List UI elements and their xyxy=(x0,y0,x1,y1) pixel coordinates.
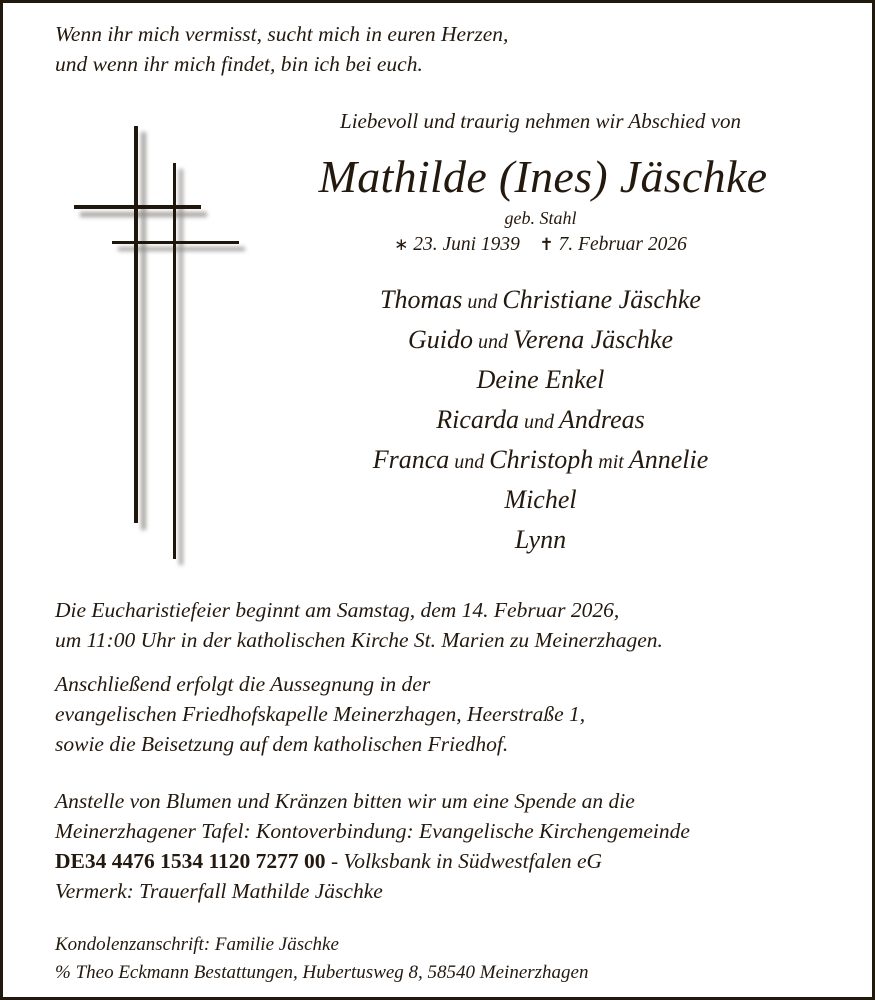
bank-separator: - xyxy=(325,849,344,873)
mourner-name: Verena Jäschke xyxy=(512,325,673,354)
mourner-conjunction: und xyxy=(472,331,513,353)
mourner-conjunction: mit xyxy=(593,451,629,473)
mourner-line xyxy=(303,440,778,480)
mourner-name: Guido xyxy=(407,325,473,354)
mourner-line xyxy=(303,320,778,360)
mass-line: um 11:00 Uhr in der katholischen Kirche St. Marien zu Meinerzhagen. xyxy=(55,628,663,652)
cross-1-horizontal xyxy=(74,205,201,209)
mourner-conjunction: und xyxy=(462,291,503,313)
mourner-name: Andreas xyxy=(559,405,645,434)
farewell-intro: Liebevoll und traurig nehmen wir Abschied von xyxy=(340,109,741,133)
cross-1-vertical xyxy=(134,126,138,523)
burial-line: Anschließend erfolgt die Aussegnung in der xyxy=(55,672,431,696)
death-cross-icon: ✝ xyxy=(539,235,554,255)
mourner-name: Christiane Jäschke xyxy=(502,285,701,314)
mourner-line xyxy=(303,400,778,440)
mourner-name: Christoph xyxy=(489,445,594,474)
iban: DE34 4476 1534 1120 7277 00 xyxy=(55,849,326,873)
opening-quote xyxy=(55,19,508,79)
mourner-conjunction: und xyxy=(519,411,560,433)
mourner-name: Ricarda xyxy=(436,405,520,434)
mourner-conjunction: und xyxy=(449,451,490,473)
death-date: 7. Februar 2026 xyxy=(558,234,687,255)
condolence-line: % Theo Eckmann Bestattungen, Hubertusweg 8, 58540 Meinerzhagen xyxy=(55,962,589,983)
mourner-name: Annelie xyxy=(628,445,709,474)
mourner-name: Thomas xyxy=(380,285,463,314)
cross-2-horizontal xyxy=(112,241,239,244)
life-dates xyxy=(303,232,778,258)
mourner-line xyxy=(303,480,778,520)
mass-details xyxy=(55,595,663,655)
donation-line: Anstelle von Blumen und Kränzen bitten wir um eine Spende an die xyxy=(55,789,635,813)
deceased-name: Mathilde (Ines) Jäschke xyxy=(318,151,768,202)
donation-request xyxy=(55,786,690,906)
quote-line: und wenn ihr mich findet, bin ich bei euch. xyxy=(55,52,423,76)
condolence-address xyxy=(55,931,589,987)
mourner-line xyxy=(303,280,778,320)
donation-reference: Vermerk: Trauerfall Mathilde Jäschke xyxy=(55,879,383,903)
burial-line: evangelischen Friedhofskapelle Meinerzhagen, Heerstraße 1, xyxy=(55,702,586,726)
bank-details xyxy=(55,846,690,876)
mourner-name: Michel xyxy=(504,485,577,514)
bank-name: Volksbank in Südwestfalen eG xyxy=(343,849,603,873)
burial-details xyxy=(55,669,585,759)
quote-line: Wenn ihr mich vermisst, sucht mich in euren Herzen, xyxy=(55,22,509,46)
mourner-line xyxy=(303,360,778,400)
birth-star-icon: ∗ xyxy=(394,235,409,255)
mourner-name: Franca xyxy=(372,445,450,474)
mourners-list xyxy=(303,280,778,560)
birth-date: 23. Juni 1939 xyxy=(413,234,520,255)
mourner-name: Lynn xyxy=(514,525,567,554)
mourner-line xyxy=(303,520,778,560)
burial-line: sowie die Beisetzung auf dem katholischen Friedhof. xyxy=(55,732,509,756)
cross-2-vertical xyxy=(173,163,176,559)
maiden-name: geb. Stahl xyxy=(504,208,577,228)
condolence-line: Kondolenzanschrift: Familie Jäschke xyxy=(55,934,339,955)
donation-line: Meinerzhagener Tafel: Kontoverbindung: Evangelische Kirchengemeinde xyxy=(55,819,690,843)
mass-line: Die Eucharistiefeier beginnt am Samstag, dem 14. Februar 2026, xyxy=(55,598,620,622)
mourner-name: Deine Enkel xyxy=(476,365,605,394)
